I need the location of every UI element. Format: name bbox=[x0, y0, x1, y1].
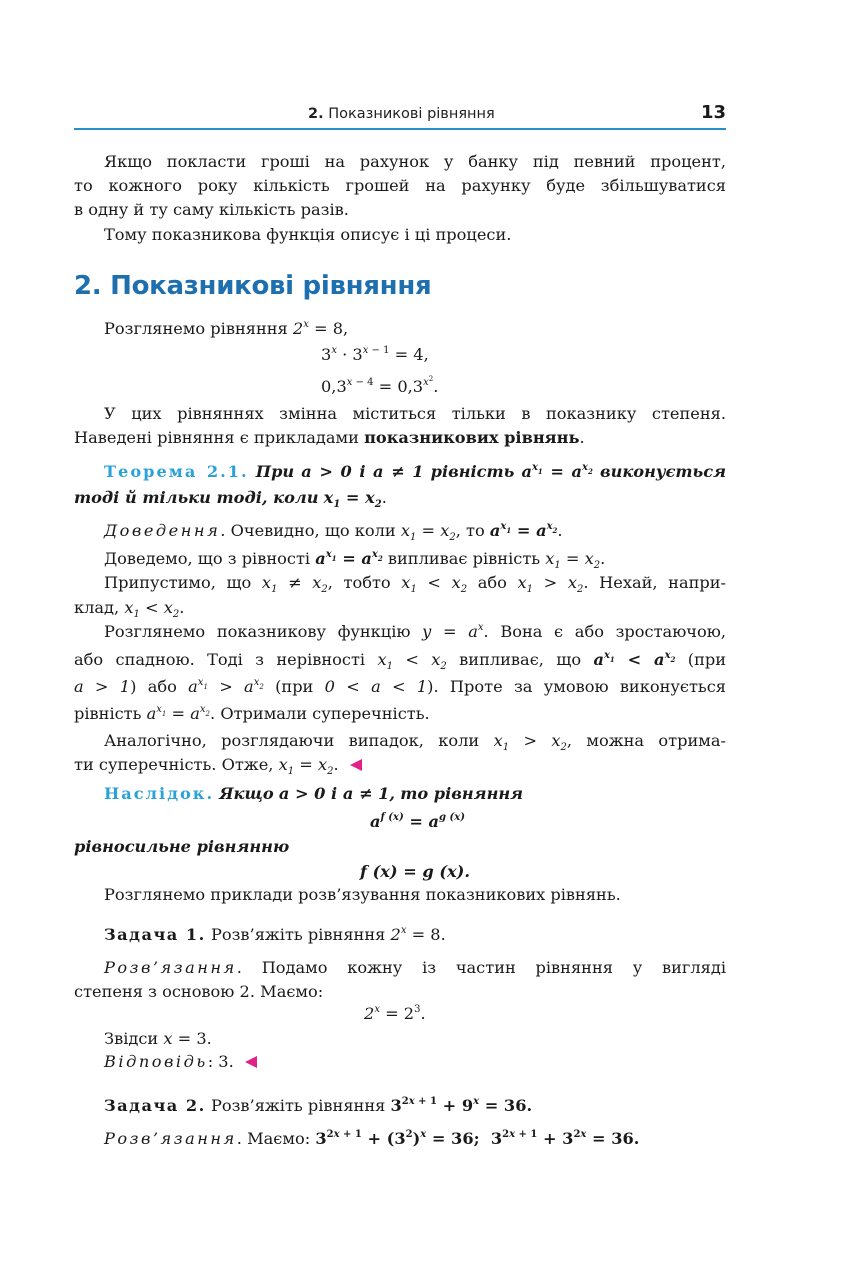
task1-solution-line-2: степеня з основою 2. Маємо: bbox=[74, 982, 324, 1001]
proof-line-7: a > 1) або $a^{x_1} > a^{x_2}$ (при 0 < a < 1). Проте за умовою виконується bbox=[74, 677, 727, 696]
task1-label: Задача 1. bbox=[104, 925, 206, 944]
task2-label: Задача 2. bbox=[104, 1096, 206, 1115]
task1-solution-line-1: Розв’язання. Подамо кожну із частин рівняння у вигляді bbox=[104, 958, 726, 977]
corollary-line-2: рівносильне рівнянню bbox=[74, 837, 290, 856]
remark-line-2: Наведені рівняння є прикладами показникових рівнянь. bbox=[74, 428, 585, 447]
equation-2: $3^x \cdot 3^{x - 1} = 4$, bbox=[321, 345, 429, 364]
proof-line-4: клад, $x_1 < x_2$. bbox=[74, 598, 185, 620]
proof-line-9: Аналогічно, розглядаючи випадок, коли $x_1 > x_2$, можна отрима- bbox=[104, 731, 726, 753]
task2-statement: Задача 2. Розв’яжіть рівняння $3^{2x + 1} + 9^x = 36$. bbox=[104, 1096, 533, 1115]
remark-line-1: У цих рівняннях змінна міститься тільки в показнику степеня. bbox=[104, 404, 726, 423]
corollary-label: Наслідок. bbox=[104, 784, 215, 803]
task1-statement: Задача 1. Розв’яжіть рівняння $2^x = 8$. bbox=[104, 925, 446, 944]
task1-answer: Відповідь: 3. bbox=[104, 1050, 257, 1074]
proof-line-10: ти суперечність. Отже, $x_1 = x_2$. bbox=[74, 753, 362, 777]
theorem-line-2: тоді й тільки тоді, коли $x_1 = x_2$. bbox=[74, 488, 387, 510]
intro-line-2: то кожного року кількість грошей на рахунку буде збільшуватися bbox=[74, 176, 726, 195]
intro-line-1: Якщо покласти гроші на рахунок у банку під певний процент, bbox=[104, 152, 726, 171]
task2-solution: Розв’язання. Маємо: $3^{2x + 1} + (3^2)^x = 36$; $3^{2x + 1} + 3^{2x} = 36$. bbox=[104, 1129, 640, 1148]
proof-line-2: Доведемо, що з рівності $a^{x_1} = a^{x_2}$ випливає рівність $x_1 = x_2$. bbox=[104, 549, 606, 571]
end-of-solution-icon bbox=[245, 1056, 257, 1068]
proof-line-8: рівність $a^{x_1} = a^{x_2}$. Отримали суперечність. bbox=[74, 704, 430, 723]
corollary-line-1: Наслідок. Якщо a > 0 і a ≠ 1, то рівняння bbox=[104, 784, 524, 803]
proof-line-1: Доведення. Очевидно, що коли $x_1 = x_2$, то $a^{x_1} = a^{x_2}$. bbox=[104, 521, 563, 543]
proof-line-5: Розглянемо показникову функцію $y = a^x$. Вона є або зростаючою, bbox=[104, 622, 726, 641]
task1-equation: $2^x = 2^3$. bbox=[364, 1004, 426, 1023]
header-rule bbox=[74, 128, 726, 130]
running-header bbox=[74, 100, 726, 130]
section-title: 2. Показникові рівняння bbox=[74, 271, 432, 301]
theorem-line-1: Теорема 2.1. При a > 0 і a ≠ 1 рівність $a^{x_1} = a^{x_2}$ виконується bbox=[104, 462, 726, 481]
proof-line-3: Припустимо, що $x_1 \ne x_2$, тобто $x_1 < x_2$ або $x_1 > x_2$. Нехай, напри- bbox=[104, 573, 727, 595]
page-number: 13 bbox=[700, 102, 726, 123]
corollary-equation-1: $a^{f (x)} = a^{g (x)}$ bbox=[370, 812, 465, 831]
intro-line-3: в одну й ту саму кількість разів. bbox=[74, 200, 349, 219]
proof-line-6: або спадною. Тоді з нерівності $x_1 < x_2$ випливає, що $a^{x_1} < a^{x_2}$ (при bbox=[74, 650, 727, 672]
task1-conclusion: Звідси x = 3. bbox=[104, 1029, 212, 1048]
proof-label: Доведення bbox=[104, 521, 221, 540]
theorem-label: Теорема 2.1. bbox=[104, 462, 249, 481]
equation-3: $0,3^{x - 4} = 0,3^{x^2}$. bbox=[321, 375, 439, 396]
header-title: 2. Показникові рівняння bbox=[308, 106, 495, 122]
intro-line-4: Тому показникова функція описує і ці процеси. bbox=[104, 225, 512, 244]
corollary-equation-2: f (x) = g (x). bbox=[360, 862, 470, 881]
transition-line: Розглянемо приклади розв’язування показникових рівнянь. bbox=[104, 885, 621, 904]
end-of-proof-icon bbox=[350, 759, 362, 771]
examples-line-1: Розглянемо рівняння $2^x = 8$, bbox=[104, 319, 349, 338]
